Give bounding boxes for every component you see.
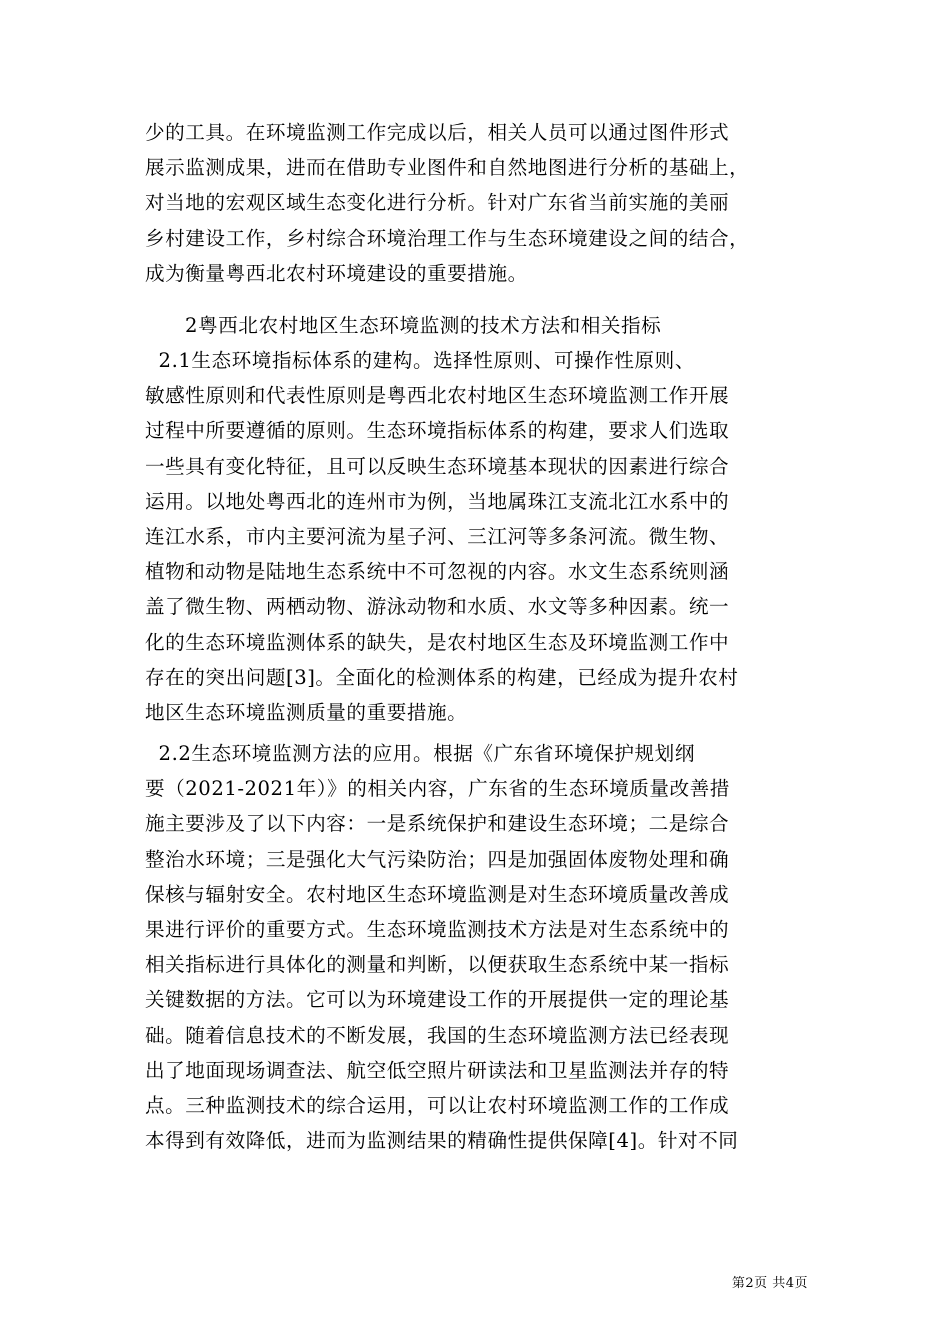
paragraph-line: 础。随着信息技术的不断发展，我国的生态环境监测方法已经表现 [145,1023,730,1047]
paragraph-line: 保核与辐射安全。农村地区生态环境监测是对生态环境质量改善成 [145,882,730,906]
paragraph-line: 乡村建设工作，乡村综合环境治理工作与生态环境建设之间的结合， [145,226,750,250]
paragraph-line: 2.2生态环境监测方法的应用。根据《广东省环境保护规划纲 [145,742,695,765]
paragraph-line: 连江水系，市内主要河流为星子河、三江河等多条河流。微生物、 [145,524,730,548]
page-number-footer: 第2页 共4页 [731,1276,808,1291]
paragraph-line: 本得到有效降低，进而为监测结果的精确性提供保障[4]。针对不同 [145,1129,739,1153]
paragraph-line: 过程中所要遵循的原则。生态环境指标体系的构建，要求人们选取 [145,419,730,443]
section-heading: 2粤西北农村地区生态环境监测的技术方法和相关指标 [185,314,662,337]
paragraph-line: 敏感性原则和代表性原则是粤西北农村地区生态环境监测工作开展 [145,384,730,408]
paragraph-line: 施主要涉及了以下内容：一是系统保护和建设生态环境；二是综合 [145,812,730,836]
paragraph-line: 运用。以地处粤西北的连州市为例，当地属珠江支流北江水系中的 [145,489,730,513]
paragraph-1 [145,115,810,291]
paragraph-line: 果进行评价的重要方式。生态环境监测技术方法是对生态系统中的 [145,917,730,941]
paragraph-line: 植物和动物是陆地生态系统中不可忽视的内容。水文生态系统则涵 [145,560,730,584]
paragraph-line: 出了地面现场调查法、航空低空照片研读法和卫星监测法并存的特 [145,1058,730,1082]
paragraph-line: 相关指标进行具体化的测量和判断，以便获取生态系统中某一指标 [145,953,730,977]
paragraph-line: 盖了微生物、两栖动物、游泳动物和水质、水文等多种因素。统一 [145,595,730,619]
paragraph-line: 点。三种监测技术的综合运用，可以让农村环境监测工作的工作成 [145,1093,730,1117]
paragraph-line: 展示监测成果，进而在借助专业图件和自然地图进行分析的基础上， [145,156,750,180]
paragraph-line: 对当地的宏观区域生态变化进行分析。针对广东省当前实施的美丽 [145,191,730,215]
paragraph-line: 整治水环境；三是强化大气污染防治；四是加强固体废物处理和确 [145,847,730,871]
paragraph-line: 2.1生态环境指标体系的建构。选择性原则、可操作性原则、 [145,349,695,372]
paragraph-line: 一些具有变化特征，且可以反映生态环境基本现状的因素进行综合 [145,454,730,478]
paragraph-3 [145,736,810,1158]
paragraph-2 [145,343,810,730]
paragraph-line: 少的工具。在环境监测工作完成以后，相关人员可以通过图件形式 [145,121,730,144]
paragraph-line: 成为衡量粤西北农村环境建设的重要措施。 [145,261,528,285]
paragraph-line: 关键数据的方法。它可以为环境建设工作的开展提供一定的理论基 [145,988,730,1012]
paragraph-line: 地区生态环境监测质量的重要措施。 [145,700,468,724]
paragraph-line: 存在的突出问题[3]。全面化的检测体系的构建，已经成为提升农村 [145,665,739,689]
paragraph-line: 要（2021-2021年）》的相关内容，广东省的生态环境质量改善措 [145,777,730,801]
paragraph-line: 化的生态环境监测体系的缺失，是农村地区生态及环境监测工作中 [145,630,730,654]
